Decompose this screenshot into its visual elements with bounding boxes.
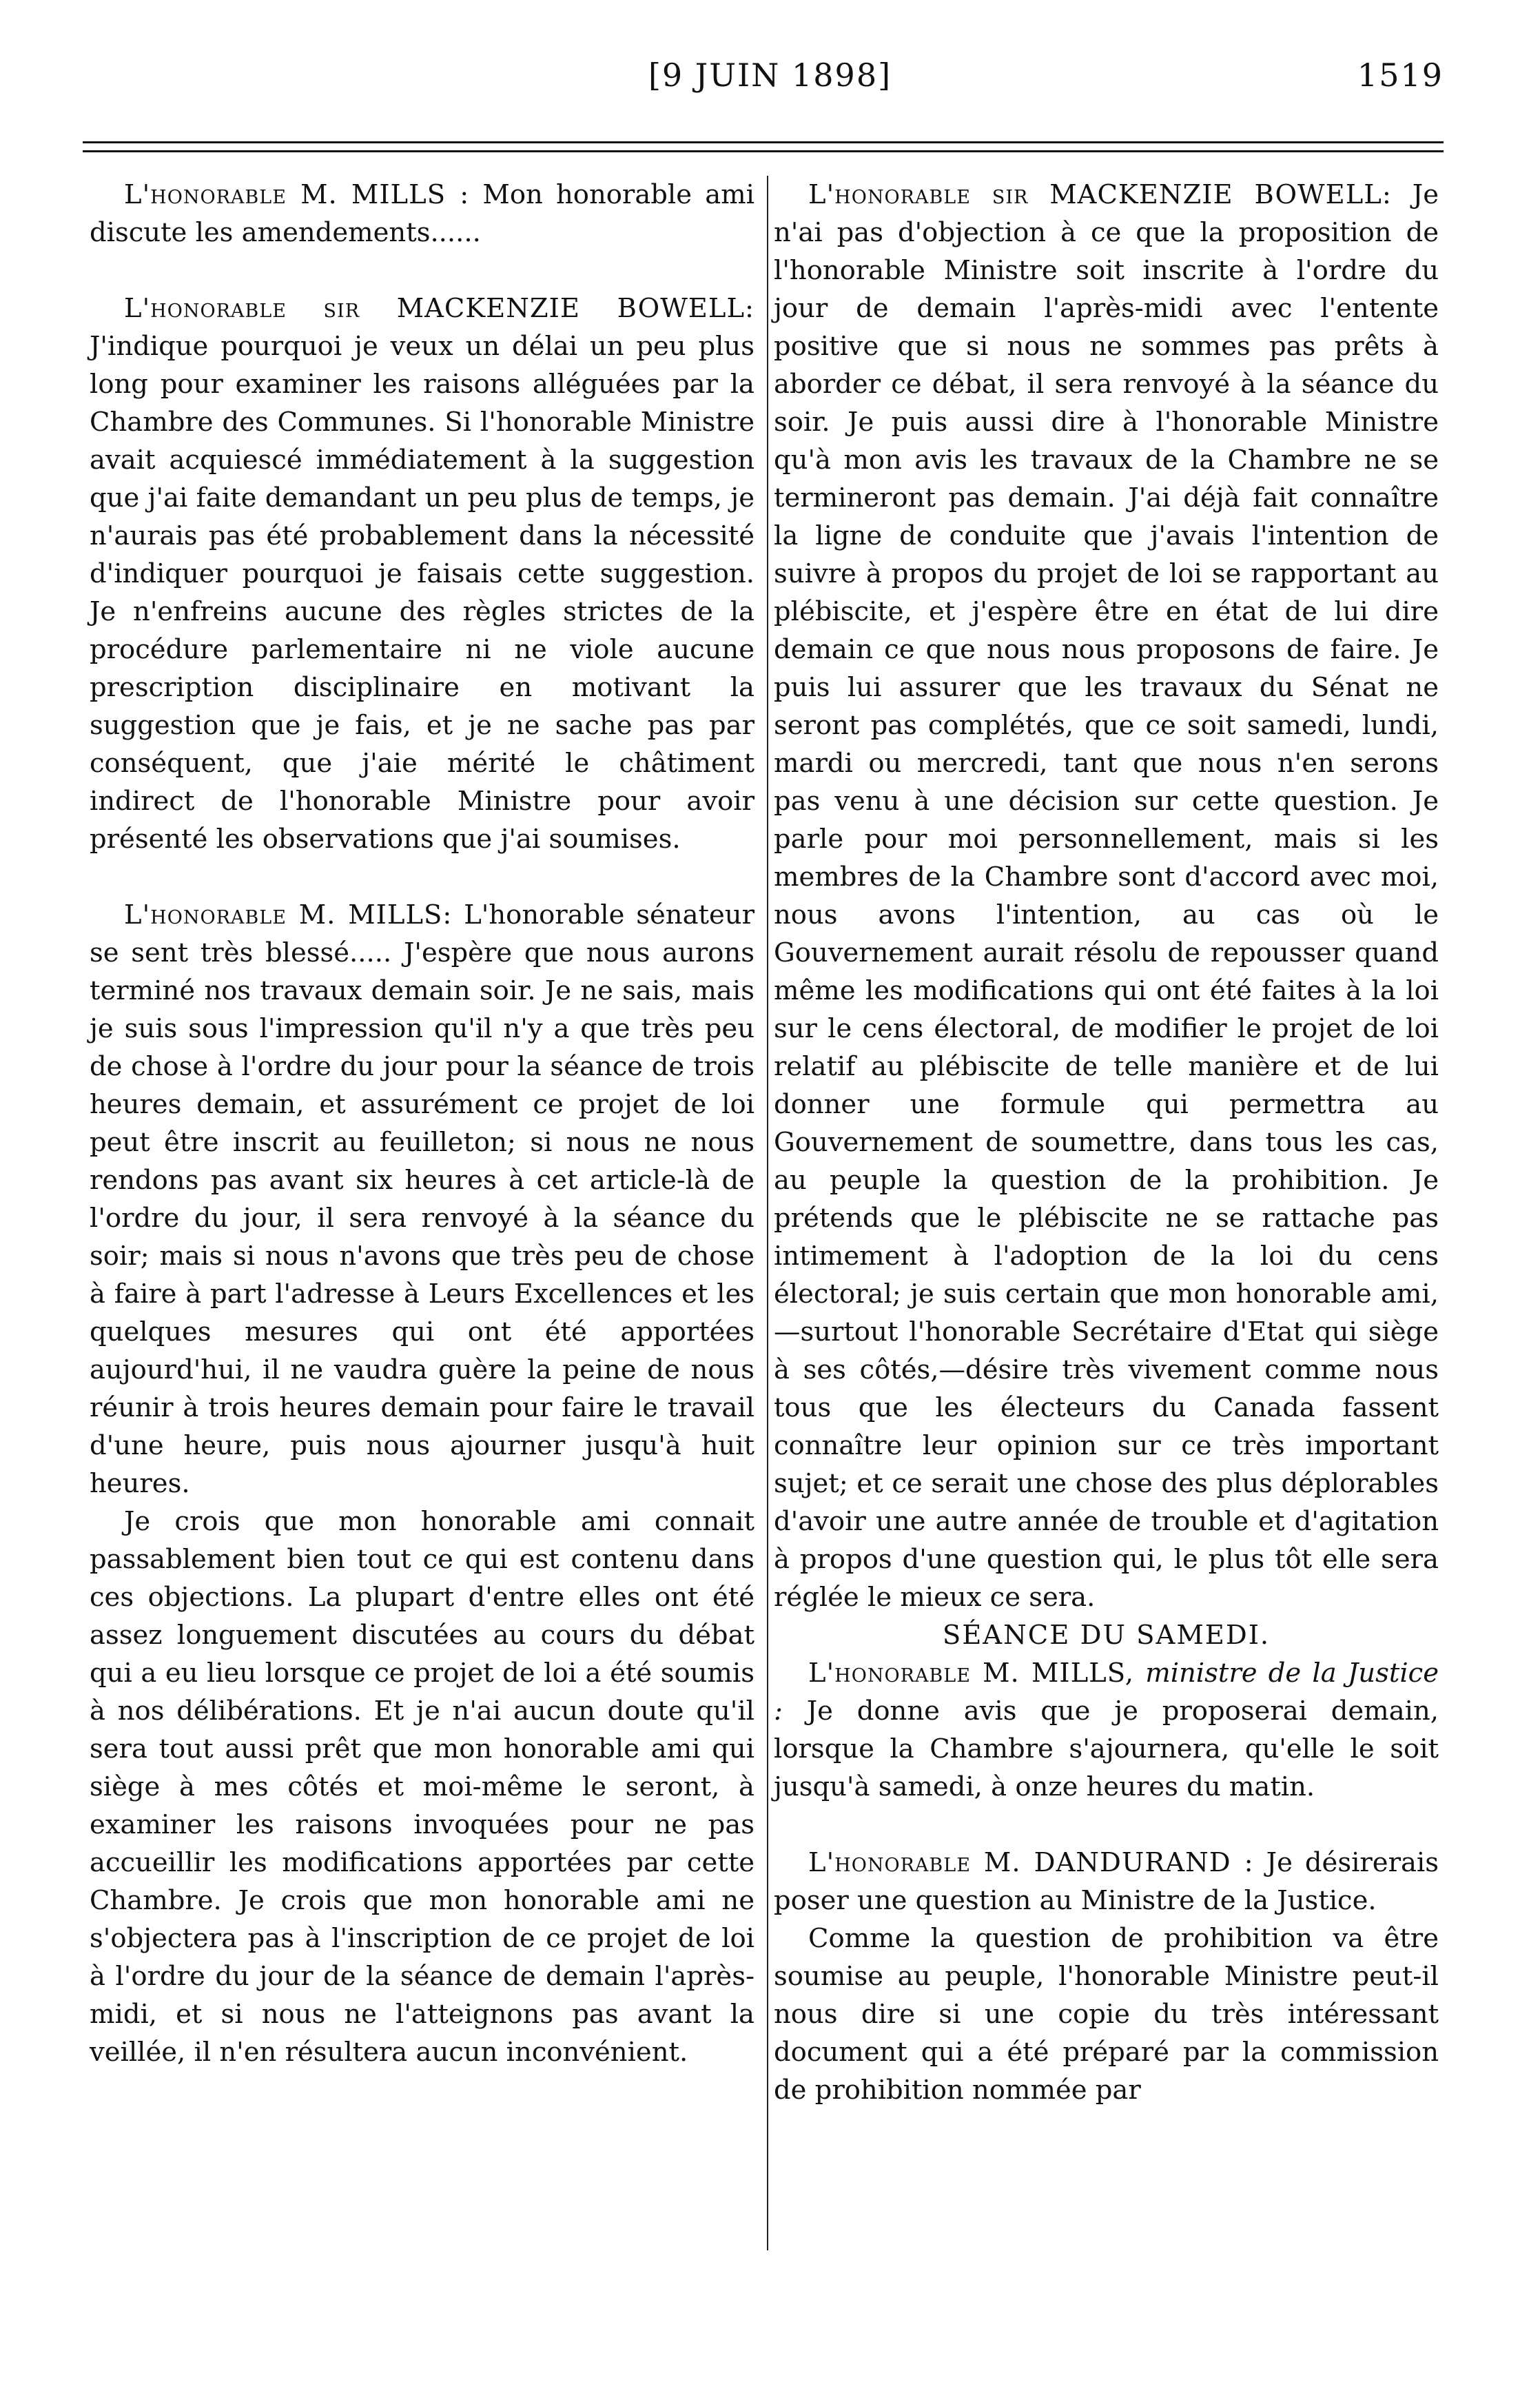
paragraph [774, 1920, 1439, 2109]
paragraph-text: Je crois que mon honorable ami connait passablement bien tout ce qui est contenu dans ces objections. La plupart d'entre elles ont été assez longuement discutées au cours du débat qui a eu lieu lorsque ce projet de loi a été soumis à nos délibérations. Et je n'ai aucun doute qu'il sera tout aussi prêt que mon honorable ami qui siège à mes côtés et moi-même le seront, à examiner les raisons invoquées pour ne pas accueillir les modifications apportées par cette Chambre. Je crois que mon honorable ami ne s'objectera pas à l'inscription de ce projet de loi à l'ordre du jour de la séance de demain l'après-midi, et si nous ne l'atteignons pas avant la veillée, il n'en résultera aucun inconvénient. [90, 1506, 754, 2068]
speaker-name: L'honorable M. MILLS : [124, 179, 470, 210]
right-column [774, 176, 1439, 2109]
paragraph [90, 1503, 754, 2071]
header-rule-top [83, 141, 1444, 143]
left-column [90, 176, 754, 2071]
paragraph-text: Je donne avis que je proposerai demain, lorsque la Chambre s'ajournera, qu'elle le soit jusqu'à samedi, à onze heures du matin. [774, 1696, 1439, 1802]
speaker-name: L'honorable M. MILLS, [808, 1658, 1134, 1689]
speaker-name: L'honorable sir MACKENZIE BOWELL: [808, 179, 1392, 210]
paragraph [90, 176, 754, 252]
section-title: SÉANCE DU SAMEDI. [942, 1620, 1271, 1651]
paragraph [90, 289, 754, 858]
paragraph [774, 1654, 1439, 1806]
header-rule-bottom [83, 150, 1444, 152]
paragraph-text: Comme la question de prohibition va être soumise au peuple, l'honorable Ministre peut-il nous dire si une copie du très intéressant document qui a été préparé par la commission de prohibition nommée par [774, 1923, 1439, 2106]
speaker-name: L'honorable M. MILLS: [124, 899, 453, 930]
speaker-role: ministre de la Justice : [774, 1658, 1439, 1727]
paragraph-text: J'indique pourquoi je veux un délai un peu plus long pour examiner les raisons alléguées par la Chambre des Communes. Si l'honorable Ministre avait acquiescé immédiatement à la suggestion que j'ai faite demandant un peu plus de temps, je n'aurais pas été probablement dans la nécessité d'indiquer pourquoi je faisais cette suggestion. Je n'enfreins aucune des règles strictes de la procédure parlementaire ni ne viole aucune prescription disciplinaire en motivant la suggestion que je fais, et je ne sache pas par conséquent, que j'aie mérité le châtiment indirect de l'honorable Ministre pour avoir présenté les observations que j'ai soumises. [90, 331, 754, 855]
paragraph [774, 1844, 1439, 1920]
paragraph [774, 176, 1439, 1616]
paragraph-text: Je désirerais poser une question au Ministre de la Justice. [774, 1847, 1439, 1916]
paragraph-text: L'honorable sénateur se sent très blessé..... J'espère que nous aurons terminé nos travaux demain soir. Je ne sais, mais je suis sous l'impression qu'il n'y a que très peu de chose à l'ordre du jour pour la séance de trois heures demain, et assurément ce projet de loi peut être inscrit au feuilleton; si nous ne nous rendons pas avant six heures à cet article-là de l'ordre du jour, il sera renvoyé à la séance du soir; mais si nous n'avons que très peu de chose à faire à part l'adresse à Leurs Excellences et les quelques mesures qui ont été apportées aujourd'hui, il ne vaudra guère la peine de nous réunir à trois heures demain pour faire le travail d'une heure, puis nous ajourner jusqu'à huit heures. [90, 899, 754, 1499]
speaker-name: L'honorable M. DANDURAND : [808, 1847, 1254, 1878]
paragraph-text: Mon honorable ami discute les amendements...... [90, 179, 754, 248]
paragraph [90, 896, 754, 1503]
page-header [0, 0, 1540, 131]
header-date: [9 JUIN 1898] [648, 57, 892, 94]
page-number: 1519 [1357, 57, 1444, 94]
paragraph-text: Je n'ai pas d'objection à ce que la proposition de l'honorable Ministre soit inscrite à l'ordre du jour de demain l'après-midi avec l'entente positive que si nous ne sommes pas prêts à aborder ce débat, il sera renvoyé à la séance du soir. Je puis aussi dire à l'honorable Ministre qu'à mon avis les travaux de la Chambre ne se termineront pas demain. J'ai déjà fait connaître la ligne de conduite que j'avais l'intention de suivre à propos du projet de loi se rapportant au plébiscite, et j'espère être en état de lui dire demain ce que nous nous proposons de faire. Je puis lui assurer que les travaux du Sénat ne seront pas complétés, que ce soit samedi, lundi, mardi ou mercredi, tant que nous n'en serons pas venu à une décision sur cette question. Je parle pour moi personnellement, mais si les membres de la Chambre sont d'accord avec moi, nous avons l'intention, au cas où le Gouvernement aurait résolu de repousser quand même les modifications qui ont été faites à la loi sur le cens électoral, de modifier le projet de loi relatif au plébiscite de telle manière et de lui donner une formule qui permettra au Gouvernement de soumettre, dans tous les cas, au peuple la question de la prohibition. Je prétends que le plébiscite ne se rattache pas intimement à l'adoption de la loi du cens électoral; je suis certain que mon honorable ami,—surtout l'honorable Secrétaire d'Etat qui siège à ses côtés,—désire très vivement comme nous tous que les électeurs du Canada fassent connaître leur opinion sur ce très important sujet; et ce serait une chose des plus déplorables d'avoir une autre année de trouble et d'agitation à propos d'une question qui, le plus tôt elle sera réglée le mieux ce sera. [774, 179, 1439, 1613]
column-divider [767, 176, 768, 2250]
speaker-name: L'honorable sir MACKENZIE BOWELL: [124, 293, 754, 324]
